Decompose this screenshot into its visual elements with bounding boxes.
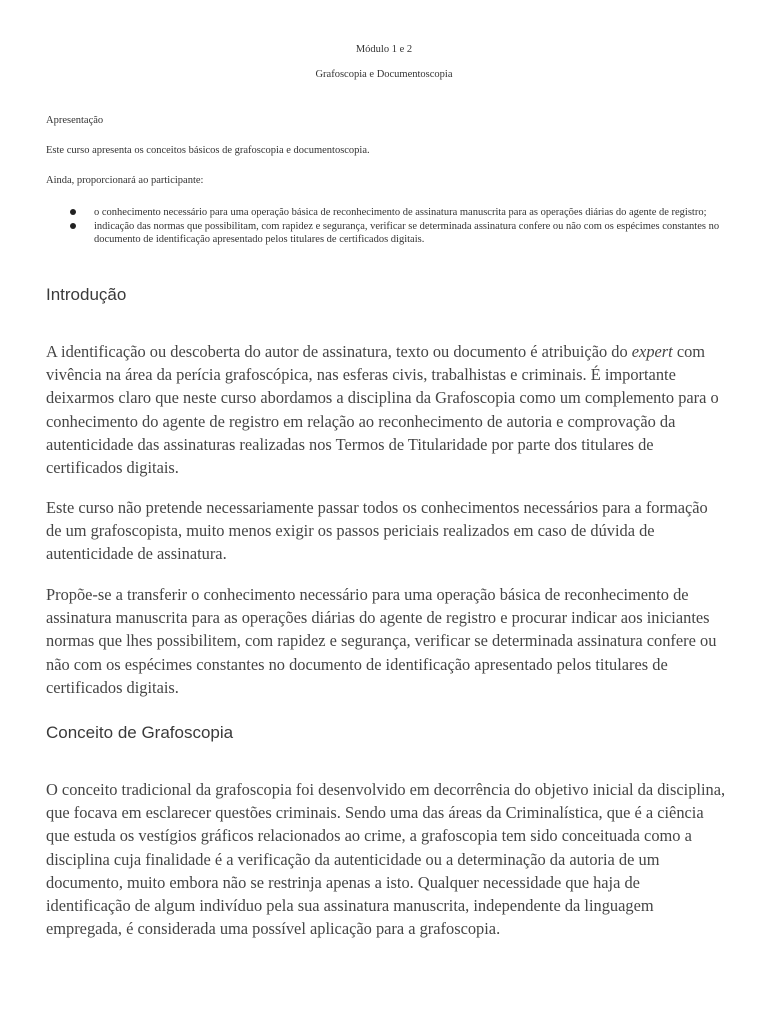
list-item-text: o conhecimento necessário para uma operação básica de reconhecimento de assinatura manuscrita para as operações diárias do agente de registro; — [94, 207, 707, 218]
presentation-intro: Este curso apresenta os conceitos básicos de grafoscopia e documentoscopia. — [46, 145, 370, 156]
list-item-text: indicação das normas que possibilitam, com rapidez e segurança, verificar se determinada assinatura confere ou não com os espécimes constantes no documento de identificação apresentado pelos titulares de certificados digitais. — [94, 221, 720, 245]
list-item — [70, 206, 730, 219]
presentation-label: Apresentação — [46, 115, 104, 126]
expert-term: expert — [631, 342, 673, 361]
document-title: Grafoscopia e Documentoscopia — [315, 69, 453, 80]
module-label: Módulo 1 e 2 — [355, 44, 413, 55]
presentation-lead: Ainda, proporcionará ao participante: — [46, 175, 204, 186]
list-item — [70, 220, 730, 246]
introducao-paragraph-3: Propõe-se a transferir o conhecimento necessário para uma operação básica de reconhecimento de assinatura manuscrita para as operações diárias do agente de registro e procurar indicar aos iniciantes normas que lhes possibilitem, com rapidez e segurança, verificar se determinada assinatura confere ou não com os espécimes constantes no documento de identificação apresentado pelos titulares de certificados digitais. — [46, 585, 717, 697]
introducao-paragraph-1-start: A identificação ou descoberta do autor de assinatura, texto ou documento é atribuição do — [46, 342, 632, 361]
introducao-paragraph-2: Este curso não pretende necessariamente passar todos os conhecimentos necessários para a formação de um grafoscopista, muito menos exigir os passos periciais realizados em caso de dúvida de autenticidade de assinatura. — [46, 498, 708, 564]
conceito-paragraph-1: O conceito tradicional da grafoscopia foi desenvolvido em decorrência do objetivo inicial da disciplina, que focava em esclarecer questões criminais. Sendo uma das áreas da Criminalística, que é a ciência que estuda os vestígios gráficos relacionados ao crime, a grafoscopia tem sido conceituada como a disciplina cuja finalidade é a verificação da autenticidade ou a determinação da autoria de um documento, muito embora não se restrinja apenas a isto. Qualquer necessidade que haja de identificação de algum indivíduo pela sua assinatura manuscrita, independente da linguagem empregada, é considerada uma possível aplicação para a grafoscopia. — [46, 780, 726, 939]
bullet-icon — [70, 223, 76, 229]
section-heading-introducao: Introdução — [46, 285, 127, 304]
section-heading-conceito: Conceito de Grafoscopia — [46, 723, 234, 742]
presentation-bullet-list — [70, 206, 730, 247]
bullet-icon — [70, 209, 76, 215]
introducao-paragraph-1-end: com vivência na área da perícia grafoscópica, nas esferas civis, trabalhistas e criminais. É importante deixarmos claro que neste curso abordamos a disciplina da Grafoscopia como um complemento para o conhecimento do agente de registro em relação ao reconhecimento de autoria e comprovação da autenticidade das assinaturas realizadas nos Termos de Titularidade por parte dos titulares de certificados digitais. — [46, 342, 719, 478]
introducao-paragraph-1 — [46, 340, 726, 479]
